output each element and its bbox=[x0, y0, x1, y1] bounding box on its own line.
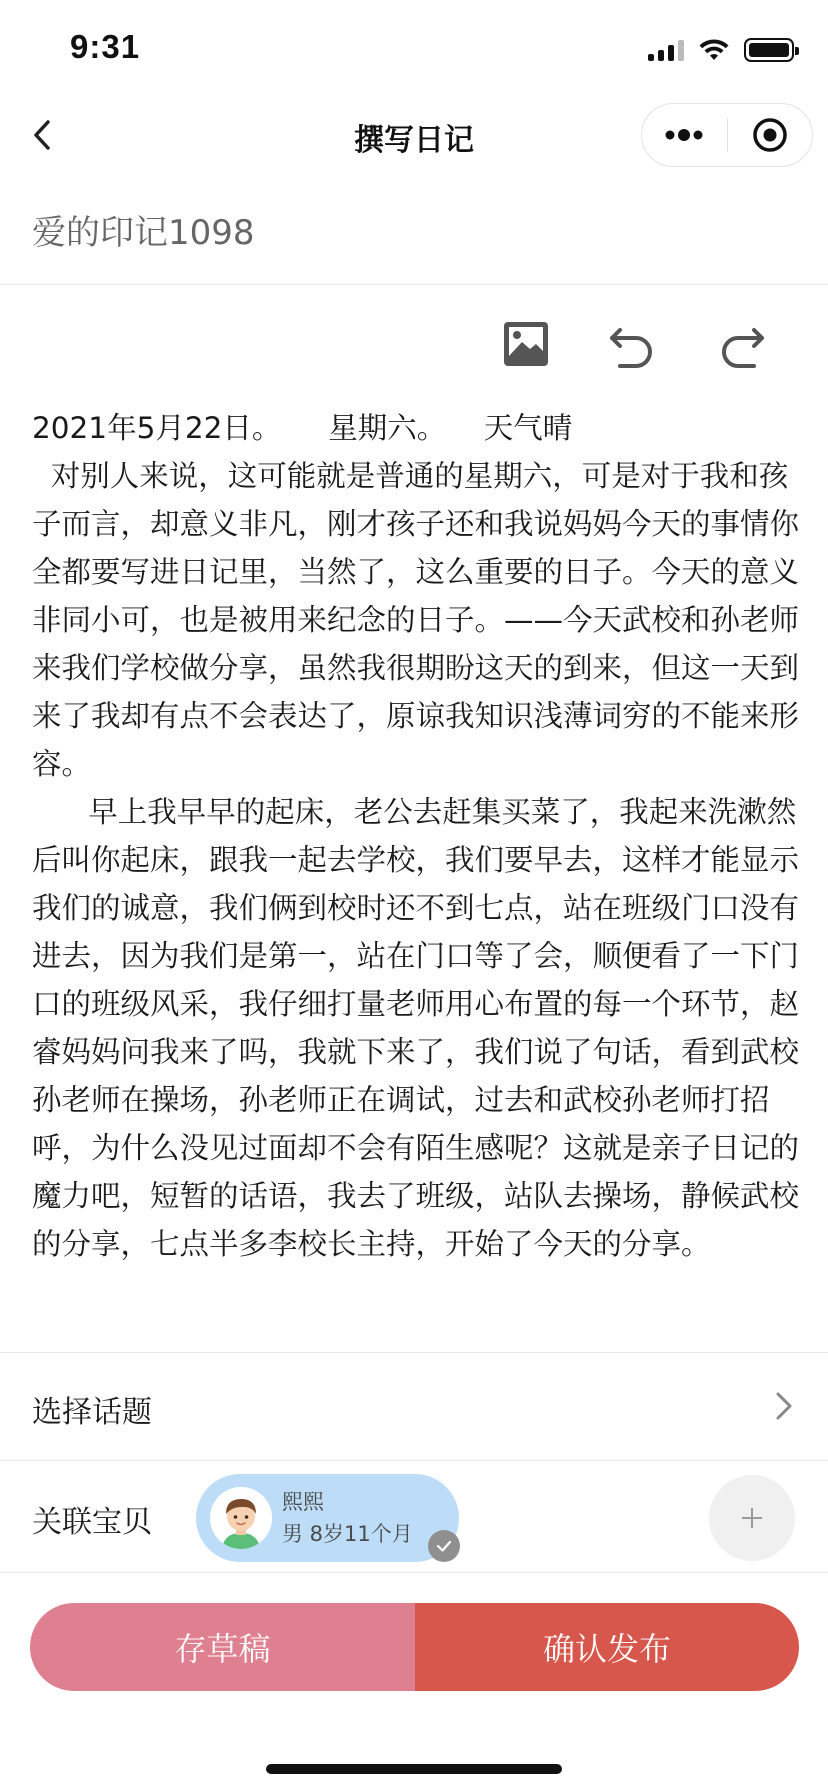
target-circle-icon bbox=[752, 117, 788, 153]
page-title: 撰写日记 bbox=[354, 123, 474, 158]
undo-button[interactable] bbox=[606, 318, 658, 370]
publish-button[interactable]: 确认发布 bbox=[415, 1603, 799, 1691]
mini-program-capsule bbox=[641, 103, 813, 167]
baby-info: 男 8岁11个月 bbox=[282, 1522, 413, 1546]
signal-icon bbox=[648, 39, 684, 61]
home-indicator bbox=[266, 1764, 562, 1774]
baby-chip[interactable] bbox=[196, 1474, 459, 1562]
redo-button[interactable] bbox=[716, 318, 768, 370]
undo-icon bbox=[606, 318, 658, 370]
add-baby-button[interactable] bbox=[709, 1475, 795, 1561]
diary-content-editor[interactable]: 2021年5月22日。 星期六。 天气晴 对别人来说，这可能就是普通的星期六，可是对于我和孩子而言，却意义非凡，刚才孩子还和我说妈妈今天的事情你全都要写进日记里，当然了，这么重要的日子。今天的意义非同小可，也是被用来纪念的日子。——今天武校和孙老师来我们学校做分享，虽然我很期盼这天的到来，但这一天到来了我却有点不会表达了，原谅我知识浅薄词穷的不能来形容。 早上我早早的起床，老公去赶集买菜了，我起来洗漱然后叫你起床，跟我一起去学校，我们要早去，这样才能显示我们的诚意，我们俩到校时还不到七点，站在班级门口没有进去，因为我们是第一，站在门口等了会，顺便看了一下门口的班级风采，我仔细打量老师用心布置的每一个环节，赵睿妈妈问我来了吗，我就下来了，我们说了句话，看到武校孙老师在操场，孙老师正在调试，过去和武校孙老师打招呼，为什么没见过面却不会有陌生感呢？这就是亲子日记的魔力吧，短暂的话语，我去了班级，站队去操场，静候武校的分享，七点半多李校长主持，开始了今天的分享。 bbox=[32, 411, 800, 1261]
divider bbox=[0, 1572, 828, 1573]
avatar bbox=[210, 1487, 272, 1549]
close-miniprogram-button[interactable] bbox=[728, 104, 813, 166]
image-icon bbox=[500, 318, 552, 370]
wifi-icon bbox=[698, 38, 730, 62]
diary-title-input[interactable]: 爱的印记1098 bbox=[32, 213, 255, 253]
status-time: 9:31 bbox=[70, 28, 141, 65]
divider bbox=[0, 1460, 828, 1461]
baby-label: 关联宝贝 bbox=[32, 1505, 152, 1540]
chevron-right-icon[interactable] bbox=[768, 1386, 798, 1426]
divider bbox=[0, 284, 828, 285]
baby-name: 熙熙 bbox=[282, 1490, 324, 1514]
battery-icon bbox=[744, 38, 794, 62]
topic-label: 选择话题 bbox=[32, 1395, 152, 1430]
check-icon bbox=[428, 1530, 460, 1562]
save-draft-button[interactable]: 存草稿 bbox=[30, 1603, 415, 1691]
plus-icon bbox=[739, 1505, 765, 1531]
insert-image-button[interactable] bbox=[500, 318, 552, 370]
status-icons bbox=[648, 36, 794, 64]
more-dots-icon bbox=[664, 129, 704, 141]
redo-icon bbox=[716, 318, 768, 370]
more-button[interactable] bbox=[642, 104, 727, 166]
